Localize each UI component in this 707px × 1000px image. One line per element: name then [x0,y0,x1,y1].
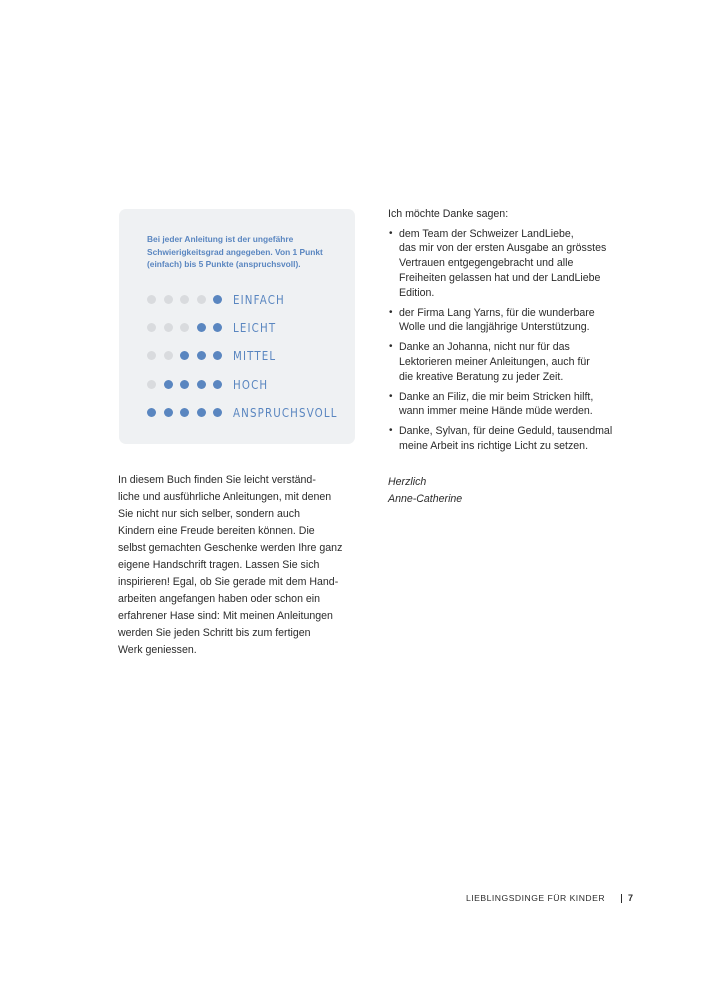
running-title: LIEBLINGSDINGE FÜR KINDER [466,893,606,903]
difficulty-level-leicht [147,319,286,335]
difficulty-level-label: HOCH [232,376,269,392]
filled-dot-icon [197,351,206,360]
filled-dot-icon [180,380,189,389]
filled-dot-icon [147,408,156,417]
thanks-line: Danke an Filiz, die mir beim Stricken hilft, [399,390,594,403]
difficulty-dots [147,380,230,389]
filled-dot-icon [197,380,206,389]
bullet-icon: • [389,341,393,353]
empty-dot-icon [197,295,206,304]
difficulty-level-einfach [147,291,296,307]
filled-dot-icon [197,323,206,332]
intro-line: eigene Handschrift tragen. Lassen Sie sich [118,559,320,571]
intro-line: In diesem Buch finden Sie leicht verständ- [118,474,316,486]
difficulty-dots [147,408,230,417]
thanks-line: Wolle und die langjährige Unterstützung. [399,321,590,334]
thanks-line: Danke an Johanna, nicht nur für das [399,341,570,354]
footer-divider [621,894,622,903]
filled-dot-icon [213,295,222,304]
intro-line: inspirieren! Egal, ob Sie gerade mit dem Hand- [118,576,339,588]
thanks-line: Edition. [399,286,435,299]
difficulty-intro-line: (einfach) bis 5 Punkte (anspruchsvoll). [147,259,301,269]
thanks-line: die kreative Beratung zu jeder Zeit. [399,370,564,383]
filled-dot-icon [164,380,173,389]
filled-dot-icon [213,408,222,417]
intro-line: werden Sie jeden Schritt bis zum fertigen [118,627,311,639]
thanks-item [388,227,628,301]
difficulty-level-hoch [147,376,276,392]
page-number: 7 [628,893,634,903]
difficulty-level-label: MITTEL [232,347,277,363]
intro-line: erfahrener Hase sind: Mit meinen Anleitungen [118,610,333,622]
thanks-line: Freiheiten gelassen hat und der LandLiebe [399,271,601,284]
thanks-line: meine Arbeit ins richtige Licht zu setzen. [399,440,589,453]
empty-dot-icon [164,351,173,360]
thanks-item [388,306,628,335]
intro-line: selbst gemachten Geschenke werden Ihre ganz [118,542,343,554]
intro-line: arbeiten angefangen haben oder schon ein [118,593,321,605]
difficulty-intro-line: Bei jeder Anleitung ist der ungefähre [147,234,294,244]
thanks-line: Lektorieren meiner Anleitungen, auch für [399,355,590,368]
difficulty-level-label: LEICHT [232,319,277,335]
filled-dot-icon [213,380,222,389]
empty-dot-icon [180,323,189,332]
bullet-icon: • [389,306,393,318]
thanks-item [388,424,628,453]
empty-dot-icon [164,295,173,304]
filled-dot-icon [197,408,206,417]
filled-dot-icon [213,323,222,332]
intro-line: Sie nicht nur sich selber, sondern auch [118,508,300,520]
empty-dot-icon [147,323,156,332]
empty-dot-icon [147,295,156,304]
closing-signature [388,474,462,508]
thanks-line: dem Team der Schweizer LandLiebe, [399,227,574,240]
bullet-icon: • [389,425,393,437]
thanks-line: Vertrauen entgegengebracht und alle [399,257,574,270]
difficulty-intro-line: Schwierigkeitsgrad angegeben. Von 1 Punkt [147,246,323,257]
page-footer [466,891,634,905]
empty-dot-icon [164,323,173,332]
bullet-icon: • [389,390,393,402]
difficulty-dots [147,295,230,304]
difficulty-legend-box [119,209,355,444]
filled-dot-icon [180,351,189,360]
thanks-line: Danke, Sylvan, für deine Geduld, tausendmal [399,425,613,438]
difficulty-level-anspruchsvoll [147,404,361,420]
thanks-line: der Firma Lang Yarns, für die wunderbare [399,306,595,319]
empty-dot-icon [147,380,156,389]
intro-line: Kindern eine Freude bereiten können. Die [118,525,315,537]
difficulty-intro [147,233,337,271]
thanks-line: wann immer meine Hände müde werden. [399,405,593,418]
difficulty-level-label: EINFACH [232,291,285,307]
thanks-line: das mir von der ersten Ausgabe an grösstes [399,242,607,255]
difficulty-dots [147,351,230,360]
intro-line: liche und ausführliche Anleitungen, mit denen [118,491,332,503]
closing-greeting: Herzlich [388,476,427,488]
intro-paragraph [118,472,358,659]
thanks-list [388,227,628,454]
difficulty-level-label: ANSPRUCHSVOLL [232,404,338,420]
bullet-icon: • [389,227,393,239]
author-signature: Anne-Catherine [388,493,463,505]
filled-dot-icon [180,408,189,417]
empty-dot-icon [180,295,189,304]
thanks-heading: Ich möchte Danke sagen: [388,208,509,220]
thanks-item [388,390,628,419]
difficulty-dots [147,323,230,332]
thanks-section [388,207,628,459]
filled-dot-icon [213,351,222,360]
empty-dot-icon [147,351,156,360]
filled-dot-icon [164,408,173,417]
difficulty-level-mittel [147,347,286,363]
intro-line: Werk geniessen. [118,644,197,656]
thanks-item [388,340,628,384]
